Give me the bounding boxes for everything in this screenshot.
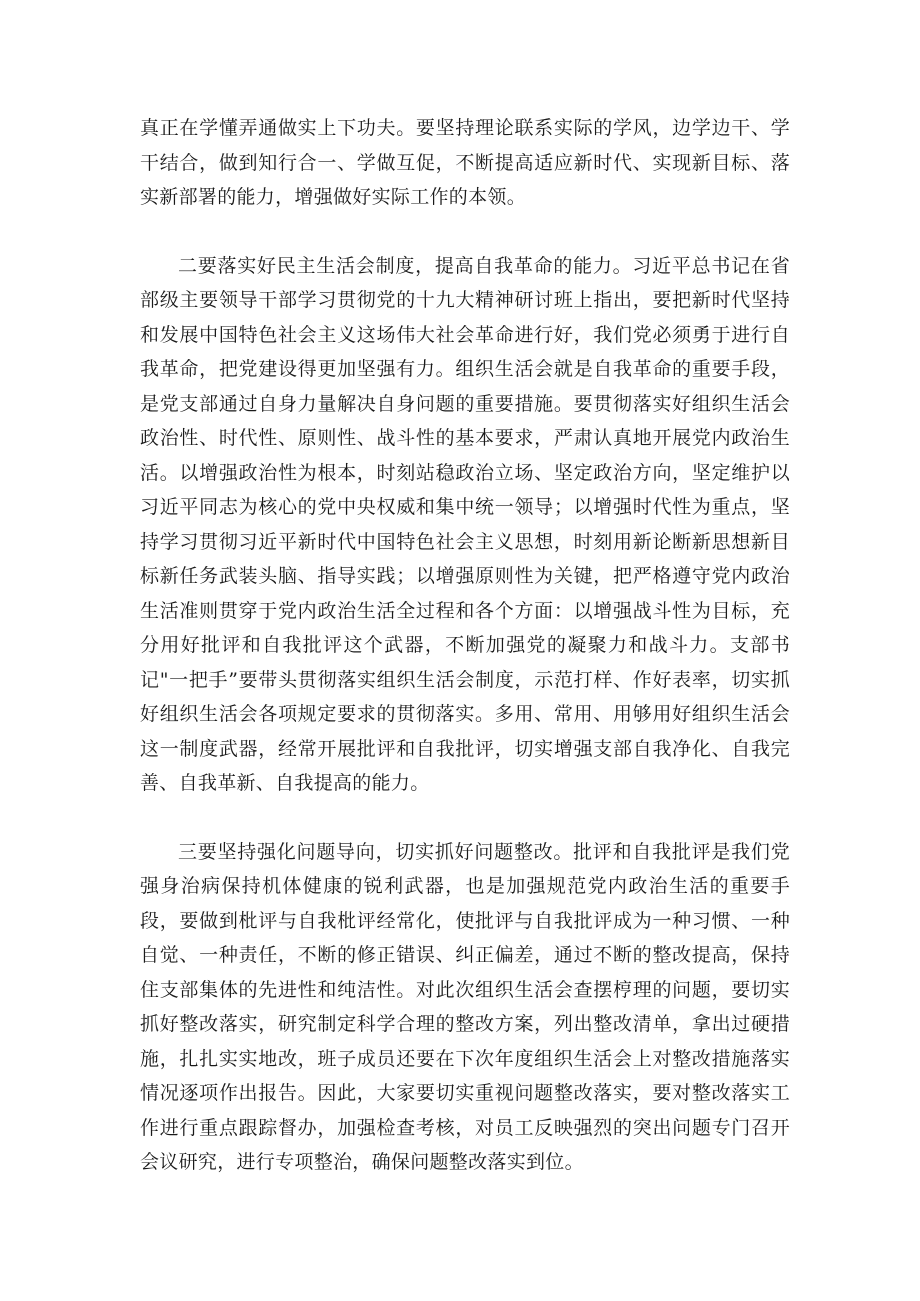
paragraph-1: 真正在学懂弄通做实上下功夫。要坚持理论联系实际的学风，边学边干、学干结合，做到知行合一、学做互促，不断提高适应新时代、实现新目标、落实新部署的能力，增强做好实际工作的本领。 [140,117,790,208]
paragraph-3: 三要坚持强化问题导向，切实抓好问题整改。批评和自我批评是我们党强身治病保持机体健康的锐利武器，也是加强规范党内政治生活的重要手段，要做到枇评与自我枇评经常化，使批评与自我批评成为一种习惯、一种自觉、一种责任，不断的修正错误、纠正偏差，通过不断的整改提高，保持住支部集体的先进性和纯洁性。对此次组织生活会查摆梈理的问题，要切实抓好整改落实，研究制定科学合理的整改方案，列出整改清单，拿出过硬措施，扎扎实实地改，班子成员还要在下次年度组织生活会上对整改措施落实情况逐项作出报告。因此，大家要切实重视问题整改落实，要对整改落实工作进行重点跟踪督办，加强检查考核，对员工反映强烈的突出问题专门召开会议研究，进行专项整治，确保问题整改落实到位。 [140,840,790,1173]
document-body [140,111,790,1180]
paragraph-2: 二要落实好民主生活会制度，提高自我革命的能力。习近平总书记在省部级主要领导干部学习贯彻党的十九大精神研讨班上指出，要把新时代坚持和发展中国特色社会主义这场伟大社会革命进行好，我们党必须勇于进行自我革命，把党建设得更加坚强有力。组织生活会就是自我革命的重要手段，是党支部通过自身力量解决自身问题的重要措施。要贯彻落实好组织生活会政治性、时代性、原则性、战斗性的基本要求，严肃认真地开展党内政治生活。以增强政治性为根本，时刻站稳政治立场、坚定政治方向，坚定维护以习近平同志为核心的党中央权威和集中统一领导；以增强时代性为重点，坚持学习贯彻习近平新时代中国特色社会主义思想，时刻用新论断新思想新目标新任务武装头脑、指导实践；以增强原则性为关键，把严格遵守党内政治生活准则贯穿于党内政治生活全过程和各个方面：以增强战斗性为目标，充分用好批评和自我批评这个武器，不断加强党的凝聚力和战斗力。支部书记"一把手”要带头贯彻落实组织生活会制度，示范打样、作好表率，切实抓好组织生活会各项规定要求的贯彻落实。多用、常用、用够用好组织生活会这一制度武器，经常开展批评和自我批评，切实增强支部自我净化、自我完善、自我革新、自我提高的能力。 [140,254,790,794]
